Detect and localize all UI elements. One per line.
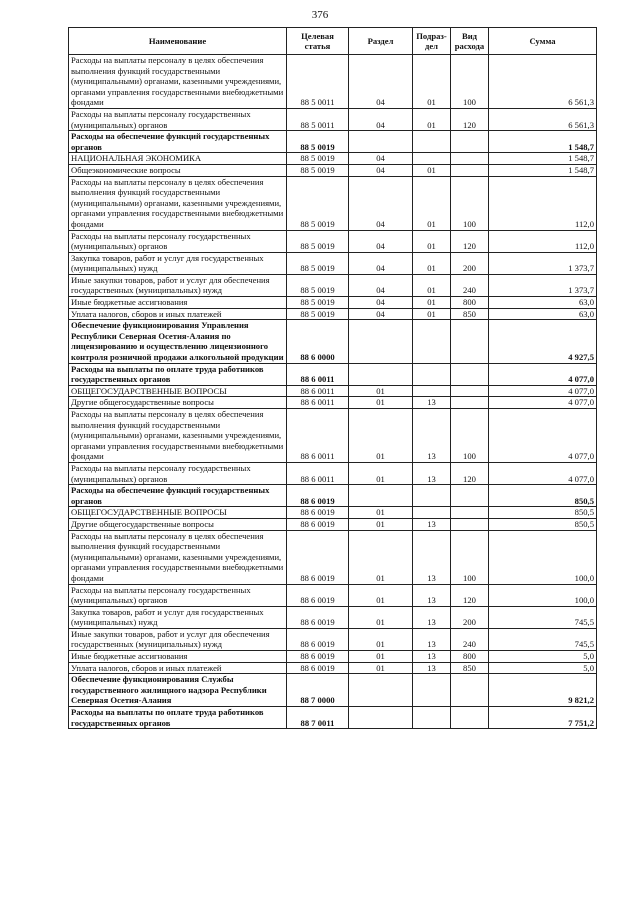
cell-article: 88 5 0011: [287, 55, 349, 109]
budget-table: [68, 27, 597, 729]
cell-subsection: 01: [413, 108, 451, 130]
cell-subsection: [413, 485, 451, 507]
table-header-row: [69, 28, 597, 55]
cell-article: 88 6 0019: [287, 662, 349, 674]
cell-section: 01: [349, 662, 413, 674]
cell-subsection: 01: [413, 297, 451, 309]
cell-article: 88 6 0019: [287, 530, 349, 584]
cell-name: Расходы на выплаты персоналу в целях обеспечения выполнения функций государственными (муниципальными) органами, казенными учреждениями, органами управления государственными внебюджетными фондами: [69, 530, 287, 584]
cell-name: Расходы на выплаты персоналу государственных (муниципальных) органов: [69, 462, 287, 484]
cell-name: Другие общегосударственные вопросы: [69, 397, 287, 409]
cell-subsection: 13: [413, 518, 451, 530]
table-row: [69, 409, 597, 463]
cell-subsection: [413, 320, 451, 363]
cell-expense-type: [451, 485, 489, 507]
cell-subsection: 13: [413, 397, 451, 409]
cell-sum: 9 821,2: [489, 674, 597, 707]
cell-name: Обеспечение функционирования Управления Республики Северная Осетия-Алания по лицензированию и осуществлению лицензионного контроля розничной продажи алкогольной продукции: [69, 320, 287, 363]
cell-subsection: 13: [413, 409, 451, 463]
cell-name: Расходы на выплаты персоналу в целях обеспечения выполнения функций государственными (муниципальными) органами, казенными учреждениями, органами управления государственными внебюджетными фондами: [69, 176, 287, 230]
cell-expense-type: 240: [451, 628, 489, 650]
cell-name: Закупка товаров, работ и услуг для государственных (муниципальных) нужд: [69, 252, 287, 274]
cell-sum: 1 373,7: [489, 274, 597, 296]
cell-section: 04: [349, 252, 413, 274]
table-row: [69, 707, 597, 729]
cell-section: 04: [349, 164, 413, 176]
cell-expense-type: 100: [451, 55, 489, 109]
cell-section: 01: [349, 651, 413, 663]
cell-name: ОБЩЕГОСУДАРСТВЕННЫЕ ВОПРОСЫ: [69, 385, 287, 397]
cell-section: 01: [349, 385, 413, 397]
table-row: [69, 606, 597, 628]
cell-article: 88 6 0011: [287, 409, 349, 463]
cell-section: 01: [349, 530, 413, 584]
cell-sum: 4 927,5: [489, 320, 597, 363]
cell-section: [349, 131, 413, 153]
cell-subsection: [413, 153, 451, 165]
table-row: [69, 674, 597, 707]
cell-article: 88 7 0000: [287, 674, 349, 707]
cell-section: 01: [349, 397, 413, 409]
cell-article: 88 6 0019: [287, 606, 349, 628]
column-header-article: Целевая статья: [287, 28, 349, 55]
cell-expense-type: 120: [451, 462, 489, 484]
cell-name: Расходы на выплаты персоналу государственных (муниципальных) органов: [69, 230, 287, 252]
cell-expense-type: 100: [451, 176, 489, 230]
cell-expense-type: [451, 164, 489, 176]
cell-sum: 4 077,0: [489, 409, 597, 463]
cell-name: Расходы на обеспечение функций государственных органов: [69, 131, 287, 153]
cell-article: 88 5 0019: [287, 131, 349, 153]
cell-sum: 4 077,0: [489, 385, 597, 397]
table-row: [69, 320, 597, 363]
cell-name: Расходы на выплаты персоналу государственных (муниципальных) органов: [69, 108, 287, 130]
table-row: [69, 252, 597, 274]
cell-name: Иные закупки товаров, работ и услуг для обеспечения государственных (муниципальных) нужд: [69, 274, 287, 296]
cell-subsection: 13: [413, 628, 451, 650]
cell-subsection: 13: [413, 530, 451, 584]
cell-expense-type: [451, 397, 489, 409]
cell-subsection: 01: [413, 274, 451, 296]
cell-article: 88 6 0011: [287, 363, 349, 385]
cell-expense-type: [451, 153, 489, 165]
cell-subsection: 13: [413, 662, 451, 674]
cell-expense-type: 240: [451, 274, 489, 296]
cell-name: Общеэкономические вопросы: [69, 164, 287, 176]
cell-sum: 4 077,0: [489, 363, 597, 385]
table-row: [69, 176, 597, 230]
cell-subsection: 13: [413, 651, 451, 663]
table-row: [69, 385, 597, 397]
cell-section: [349, 363, 413, 385]
cell-subsection: [413, 674, 451, 707]
column-header-name: Наименование: [69, 28, 287, 55]
cell-sum: 850,5: [489, 485, 597, 507]
cell-subsection: [413, 363, 451, 385]
cell-sum: 100,0: [489, 584, 597, 606]
cell-subsection: 01: [413, 230, 451, 252]
cell-expense-type: 200: [451, 606, 489, 628]
column-header-section: Раздел: [349, 28, 413, 55]
cell-subsection: 01: [413, 176, 451, 230]
cell-subsection: 13: [413, 462, 451, 484]
cell-name: Расходы на выплаты персоналу в целях обеспечения выполнения функций государственными (муниципальными) органами, казенными учреждениями, органами управления государственными внебюджетными фондами: [69, 409, 287, 463]
cell-sum: 850,5: [489, 518, 597, 530]
table-row: [69, 164, 597, 176]
cell-article: 88 5 0019: [287, 297, 349, 309]
cell-sum: 1 548,7: [489, 164, 597, 176]
cell-expense-type: 120: [451, 108, 489, 130]
cell-expense-type: 120: [451, 584, 489, 606]
cell-sum: 1 548,7: [489, 153, 597, 165]
cell-name: Уплата налогов, сборов и иных платежей: [69, 662, 287, 674]
cell-section: 01: [349, 606, 413, 628]
table-row: [69, 153, 597, 165]
table-row: [69, 230, 597, 252]
table-row: [69, 308, 597, 320]
cell-subsection: [413, 707, 451, 729]
cell-sum: 4 077,0: [489, 462, 597, 484]
cell-sum: 1 373,7: [489, 252, 597, 274]
cell-name: Другие общегосударственные вопросы: [69, 518, 287, 530]
cell-article: 88 7 0011: [287, 707, 349, 729]
cell-sum: 6 561,3: [489, 55, 597, 109]
cell-sum: 63,0: [489, 308, 597, 320]
cell-sum: 850,5: [489, 507, 597, 519]
page-number: 376: [311, 9, 329, 21]
cell-sum: 63,0: [489, 297, 597, 309]
table-row: [69, 485, 597, 507]
cell-section: 01: [349, 462, 413, 484]
cell-sum: 6 561,3: [489, 108, 597, 130]
cell-expense-type: [451, 518, 489, 530]
cell-section: [349, 485, 413, 507]
cell-article: 88 6 0019: [287, 584, 349, 606]
cell-section: 04: [349, 308, 413, 320]
table-row: [69, 363, 597, 385]
cell-article: 88 5 0019: [287, 252, 349, 274]
cell-expense-type: [451, 385, 489, 397]
cell-article: 88 5 0019: [287, 176, 349, 230]
table-row: [69, 530, 597, 584]
cell-sum: 745,5: [489, 628, 597, 650]
table-row: [69, 462, 597, 484]
cell-article: 88 6 0011: [287, 397, 349, 409]
cell-section: 04: [349, 297, 413, 309]
cell-sum: 745,5: [489, 606, 597, 628]
cell-expense-type: [451, 507, 489, 519]
table-row: [69, 297, 597, 309]
cell-section: 04: [349, 176, 413, 230]
cell-sum: 7 751,2: [489, 707, 597, 729]
cell-name: Расходы на выплаты по оплате труда работников государственных органов: [69, 363, 287, 385]
table-row: [69, 584, 597, 606]
cell-subsection: 13: [413, 606, 451, 628]
cell-section: [349, 707, 413, 729]
cell-subsection: 01: [413, 252, 451, 274]
cell-section: 04: [349, 153, 413, 165]
cell-sum: 5,0: [489, 651, 597, 663]
cell-sum: 4 077,0: [489, 397, 597, 409]
cell-subsection: [413, 131, 451, 153]
cell-article: 88 5 0011: [287, 108, 349, 130]
table-row: [69, 131, 597, 153]
cell-article: 88 5 0019: [287, 164, 349, 176]
cell-subsection: 01: [413, 55, 451, 109]
cell-expense-type: [451, 131, 489, 153]
cell-expense-type: 100: [451, 530, 489, 584]
cell-section: 01: [349, 507, 413, 519]
table-row: [69, 628, 597, 650]
column-header-sum: Сумма: [489, 28, 597, 55]
cell-sum: 5,0: [489, 662, 597, 674]
table-row: [69, 518, 597, 530]
cell-name: Иные закупки товаров, работ и услуг для обеспечения государственных (муниципальных) нужд: [69, 628, 287, 650]
cell-expense-type: 800: [451, 651, 489, 663]
cell-article: 88 6 0011: [287, 462, 349, 484]
cell-section: 04: [349, 55, 413, 109]
cell-article: 88 5 0019: [287, 308, 349, 320]
table-body: [69, 55, 597, 729]
cell-expense-type: 800: [451, 297, 489, 309]
cell-sum: 112,0: [489, 230, 597, 252]
cell-section: 01: [349, 409, 413, 463]
cell-section: [349, 320, 413, 363]
cell-section: [349, 674, 413, 707]
cell-subsection: 01: [413, 164, 451, 176]
cell-expense-type: 850: [451, 308, 489, 320]
cell-sum: 112,0: [489, 176, 597, 230]
cell-section: 01: [349, 628, 413, 650]
cell-name: Закупка товаров, работ и услуг для государственных (муниципальных) нужд: [69, 606, 287, 628]
cell-expense-type: 100: [451, 409, 489, 463]
cell-name: Расходы на обеспечение функций государственных органов: [69, 485, 287, 507]
cell-expense-type: 120: [451, 230, 489, 252]
table-row: [69, 507, 597, 519]
table-row: [69, 274, 597, 296]
cell-name: ОБЩЕГОСУДАРСТВЕННЫЕ ВОПРОСЫ: [69, 507, 287, 519]
table-row: [69, 662, 597, 674]
column-header-subsection: Подраз-дел: [413, 28, 451, 55]
table-row: [69, 651, 597, 663]
cell-name: Обеспечение функционирования Службы государственного жилищного надзора Республики Северная Осетия-Алания: [69, 674, 287, 707]
table-row: [69, 397, 597, 409]
cell-sum: 1 548,7: [489, 131, 597, 153]
cell-article: 88 6 0019: [287, 507, 349, 519]
cell-expense-type: 850: [451, 662, 489, 674]
cell-article: 88 6 0019: [287, 651, 349, 663]
cell-subsection: [413, 385, 451, 397]
column-header-expense-type: Вид расхода: [451, 28, 489, 55]
cell-article: 88 5 0019: [287, 230, 349, 252]
cell-name: Иные бюджетные ассигнования: [69, 297, 287, 309]
cell-expense-type: [451, 674, 489, 707]
cell-section: 04: [349, 274, 413, 296]
cell-section: 01: [349, 584, 413, 606]
cell-subsection: 01: [413, 308, 451, 320]
cell-name: Расходы на выплаты персоналу государственных (муниципальных) органов: [69, 584, 287, 606]
cell-section: 04: [349, 108, 413, 130]
cell-article: 88 5 0019: [287, 153, 349, 165]
cell-subsection: 13: [413, 584, 451, 606]
cell-expense-type: [451, 363, 489, 385]
cell-article: 88 6 0019: [287, 628, 349, 650]
cell-article: 88 5 0019: [287, 274, 349, 296]
cell-article: 88 6 0000: [287, 320, 349, 363]
table-row: [69, 108, 597, 130]
cell-name: Иные бюджетные ассигнования: [69, 651, 287, 663]
cell-sum: 100,0: [489, 530, 597, 584]
cell-name: НАЦИОНАЛЬНАЯ ЭКОНОМИКА: [69, 153, 287, 165]
table-row: [69, 55, 597, 109]
cell-name: Уплата налогов, сборов и иных платежей: [69, 308, 287, 320]
cell-subsection: [413, 507, 451, 519]
cell-article: 88 6 0019: [287, 485, 349, 507]
cell-name: Расходы на выплаты персоналу в целях обеспечения выполнения функций государственными (муниципальными) органами, казенными учреждениями, органами управления государственными внебюджетными фондами: [69, 55, 287, 109]
cell-section: 04: [349, 230, 413, 252]
cell-expense-type: 200: [451, 252, 489, 274]
cell-article: 88 6 0011: [287, 385, 349, 397]
cell-expense-type: [451, 320, 489, 363]
cell-name: Расходы на выплаты по оплате труда работников государственных органов: [69, 707, 287, 729]
cell-expense-type: [451, 707, 489, 729]
cell-section: 01: [349, 518, 413, 530]
cell-article: 88 6 0019: [287, 518, 349, 530]
